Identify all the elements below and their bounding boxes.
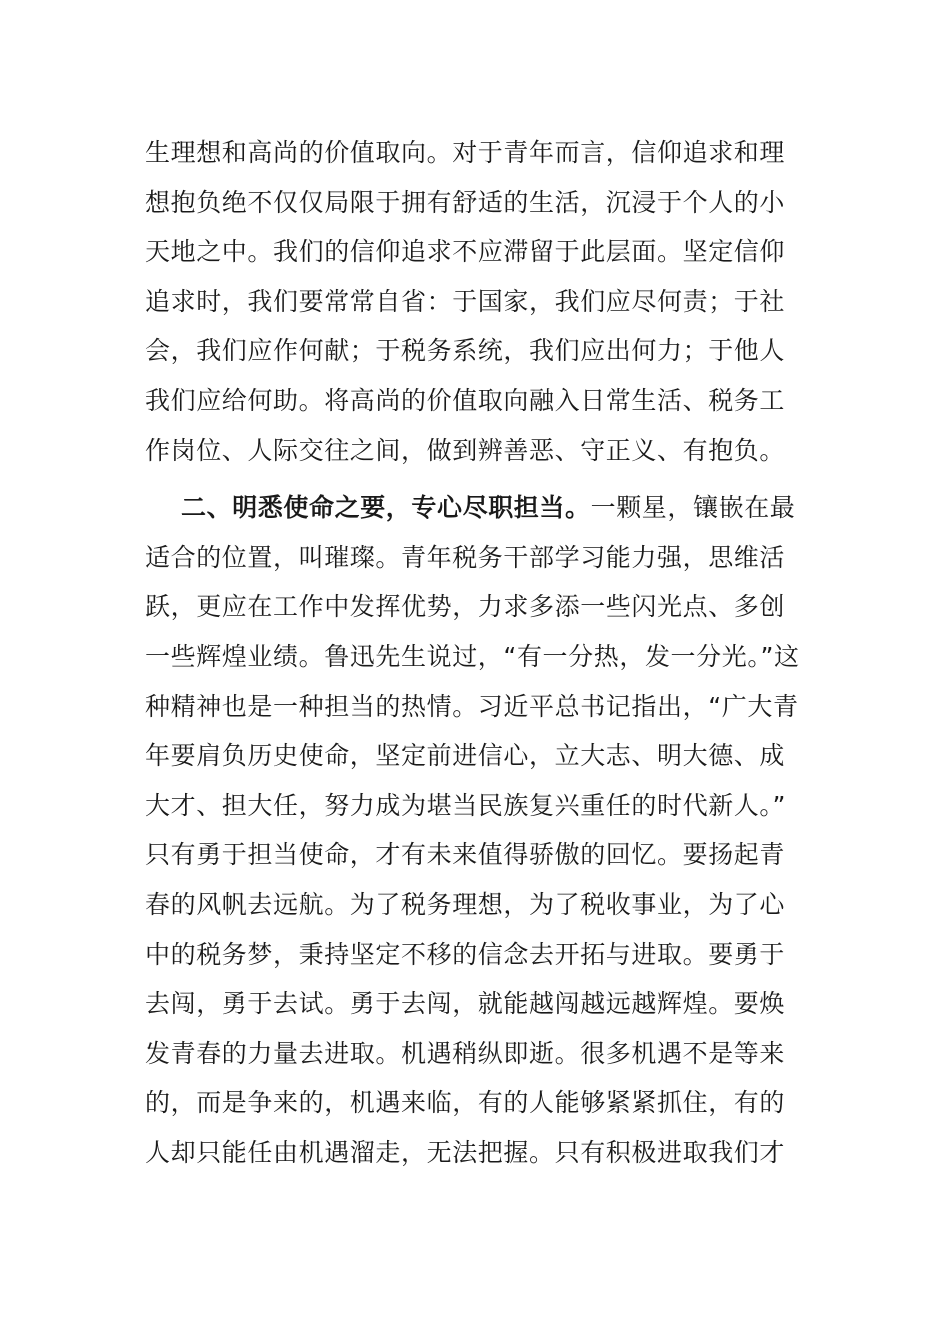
paragraph-gap: [145, 475, 807, 483]
text-line: 追求时，我们要常常自省：于国家，我们应尽何责；于社: [145, 286, 786, 316]
text-line: 只有勇于担当使命，才有未来值得骄傲的回忆。要扬起青: [145, 840, 786, 870]
text-line: 一些辉煌业绩。鲁迅先生说过，“有一分热，发一分光。”这: [145, 641, 800, 671]
section-heading: 二、明悉使命之要，专心尽职担当。: [181, 493, 591, 523]
heading-line-rest: 一颗星，镶嵌在最: [590, 493, 796, 523]
text-line: 年要肩负历史使命，坚定前进信心，立大志、明大德、成: [145, 741, 786, 771]
text-line: 生理想和高尚的价值取向。对于青年而言，信仰追求和理: [145, 138, 786, 167]
text-line: 适合的位置，叫璀璨。青年税务干部学习能力强，思维活: [145, 542, 786, 572]
text-line: 天地之中。我们的信仰追求不应滞留于此层面。坚定信仰: [145, 237, 786, 267]
text-line: 人却只能任由机遇溜走，无法把握。只有积极进取我们才: [145, 1137, 786, 1167]
text-line: 春的风帆去远航。为了税务理想，为了税收事业，为了心: [145, 889, 786, 919]
text-line: 想抱负绝不仅仅局限于拥有舒适的生活，沉浸于个人的小: [145, 187, 786, 217]
paragraph-2-first-line: [145, 483, 807, 533]
text-line: 跃，更应在工作中发挥优势，力求多添一些闪光点、多创: [145, 592, 786, 622]
text-line: 我们应给何助。将高尚的价值取向融入日常生活、税务工: [145, 385, 786, 415]
paragraph-1: [145, 128, 807, 475]
text-line: 作岗位、人际交往之间，做到辨善恶、守正义、有抱负。: [145, 435, 786, 465]
text-line: 去闯，勇于去试。勇于去闯，就能越闯越远越辉煌。要焕: [145, 989, 786, 1019]
text-line: 会，我们应作何献；于税务系统，我们应出何力；于他人: [145, 336, 786, 366]
text-line: 种精神也是一种担当的热情。习近平总书记指出，“广大青: [145, 691, 799, 721]
text-line: 大才、担大任，努力成为堪当民族复兴重任的时代新人。”: [145, 790, 787, 820]
document-body: [145, 128, 807, 1177]
text-line: 发青春的力量去进取。机遇稍纵即逝。很多机遇不是等来: [145, 1038, 786, 1068]
text-line: 中的税务梦，秉持坚定不移的信念去开拓与进取。要勇于: [145, 939, 786, 969]
paragraph-2: [145, 483, 807, 1177]
text-line: 的，而是争来的，机遇来临，有的人能够紧紧抓住，有的: [145, 1088, 786, 1118]
